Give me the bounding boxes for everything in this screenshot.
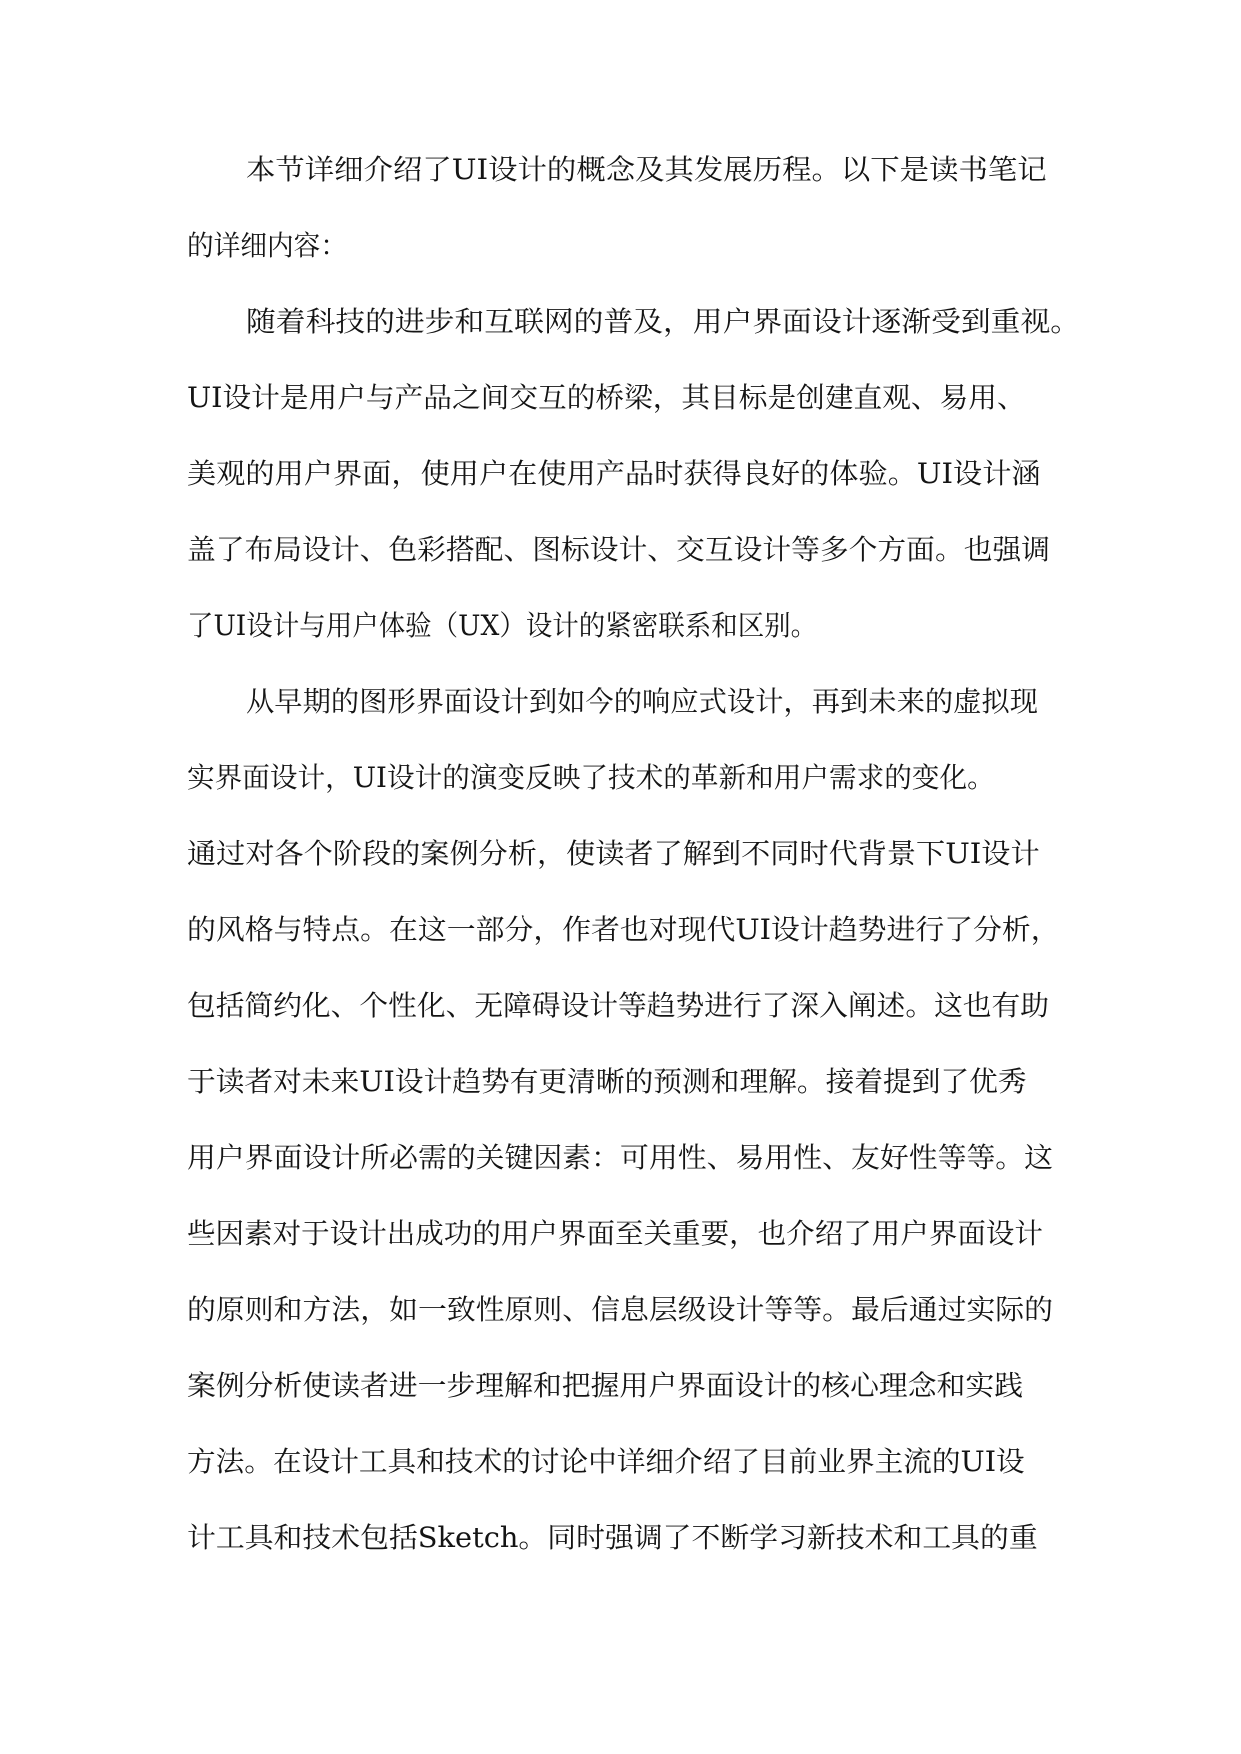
paragraph-3-line-12: 计工具和技术包括Sketch。同时强调了不断学习新技术和工具的重	[187, 1521, 1038, 1554]
paragraph-2-line-3: 美观的用户界面，使用户在使用产品时获得良好的体验。UI设计涵	[187, 457, 1041, 490]
paragraph-1-line-1: 本节详细介绍了UI设计的概念及其发展历程。以下是读书笔记	[246, 153, 1047, 186]
paragraph-2-line-5: 了UI设计与用户体验（UX）设计的紧密联系和区别。	[187, 609, 818, 642]
paragraph-3-line-6: 于读者对未来UI设计趋势有更清晰的预测和理解。接着提到了优秀	[187, 1065, 1027, 1098]
paragraph-2-line-1: 随着科技的进步和互联网的普及，用户界面设计逐渐受到重视。	[246, 305, 1081, 338]
paragraph-3-line-8: 些因素对于设计出成功的用户界面至关重要，也介绍了用户界面设计	[187, 1217, 1043, 1250]
paragraph-3-line-1: 从早期的图形界面设计到如今的响应式设计，再到未来的虚拟现	[246, 685, 1039, 718]
paragraph-3-line-11: 方法。在设计工具和技术的讨论中详细介绍了目前业界主流的UI设	[187, 1445, 1025, 1478]
paragraph-1-line-2: 的详细内容：	[187, 229, 348, 262]
paragraph-3-line-10: 案例分析使读者进一步理解和把握用户界面设计的核心理念和实践	[187, 1369, 1024, 1402]
paragraph-3-line-7: 用户界面设计所必需的关键因素：可用性、易用性、友好性等等。这	[187, 1141, 1054, 1174]
paragraph-3-line-3: 通过对各个阶段的案例分析，使读者了解到不同时代背景下UI设计	[187, 837, 1040, 870]
paragraph-3-line-9: 的原则和方法，如一致性原则、信息层级设计等等。最后通过实际的	[187, 1293, 1054, 1326]
paragraph-2-line-2: UI设计是用户与产品之间交互的桥梁，其目标是创建直观、易用、	[187, 381, 1026, 414]
paragraph-3-line-2: 实界面设计，UI设计的演变反映了技术的革新和用户需求的变化。	[187, 761, 995, 794]
paragraph-3-line-4: 的风格与特点。在这一部分，作者也对现代UI设计趋势进行了分析，	[187, 913, 1060, 946]
paragraph-3-line-5: 包括简约化、个性化、无障碍设计等趋势进行了深入阐述。这也有助	[187, 989, 1050, 1022]
paragraph-2-line-4: 盖了布局设计、色彩搭配、图标设计、交互设计等多个方面。也强调	[187, 533, 1051, 566]
